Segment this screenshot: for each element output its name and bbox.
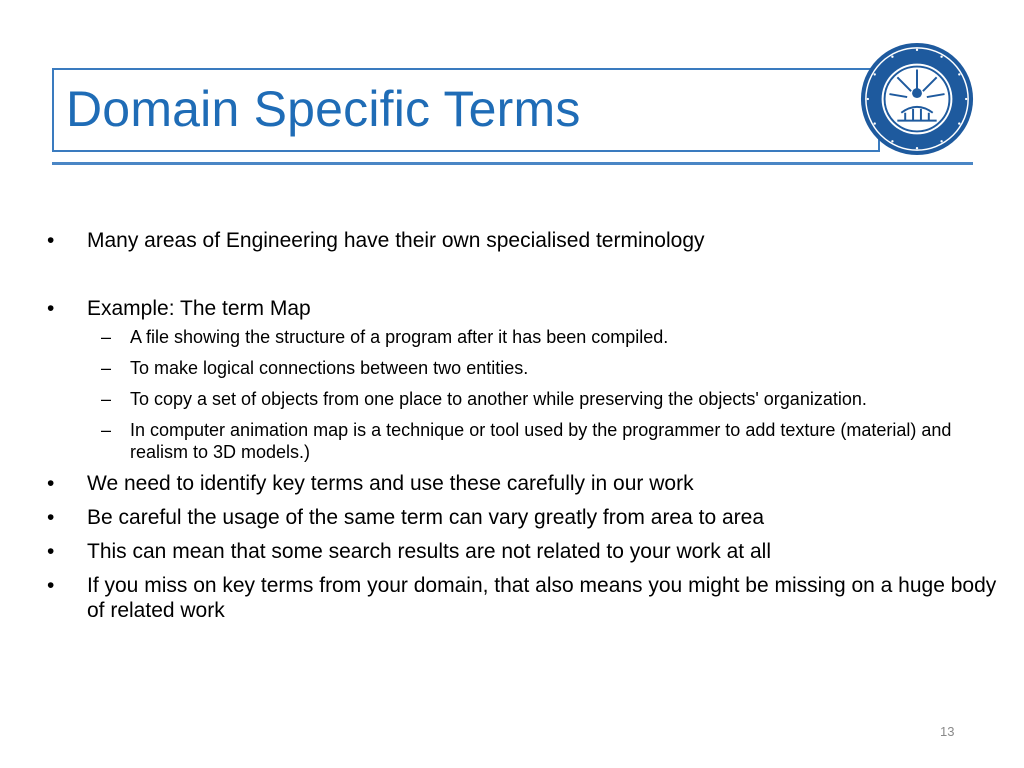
- sub-bullet-text: To copy a set of objects from one place to another while preserving the objects' organization.: [130, 389, 867, 409]
- slide-title: Domain Specific Terms: [66, 81, 581, 137]
- dash-marker: –: [101, 358, 112, 378]
- bullet-text: We need to identify key terms and use these carefully in our work: [87, 472, 694, 495]
- bullet-marker: •: [47, 506, 55, 529]
- bullet-item: [44, 573, 1004, 623]
- sub-bullet-text: To make logical connections between two entities.: [130, 358, 529, 378]
- bullet-text: Example: The term Map: [87, 297, 311, 320]
- sub-bullet-text: A file showing the structure of a program after it has been compiled.: [130, 327, 669, 347]
- bullet-marker: •: [47, 472, 55, 495]
- sub-bullet-item: [44, 357, 1004, 379]
- bullet-marker: •: [47, 297, 55, 320]
- bullet-marker: •: [47, 229, 55, 252]
- dash-marker: –: [101, 327, 112, 347]
- dash-marker: –: [101, 420, 112, 440]
- dash-marker: –: [101, 389, 112, 409]
- bullet-item: [44, 471, 1004, 496]
- bullet-marker: •: [47, 574, 55, 597]
- bullet-text: Be careful the usage of the same term can vary greatly from area to area: [87, 506, 765, 529]
- title-underline: [52, 162, 973, 165]
- title-box: [52, 68, 880, 152]
- bullet-list: [44, 228, 1004, 623]
- university-seal-logo: [858, 40, 976, 158]
- bullet-item: [44, 539, 1004, 564]
- page-number: 13: [940, 724, 955, 739]
- bullet-text: Many areas of Engineering have their own specialised terminology: [87, 229, 705, 252]
- bullet-text: This can mean that some search results are not related to your work at all: [87, 540, 771, 563]
- sub-bullet-item: [44, 326, 1004, 348]
- bullet-item: [44, 228, 1004, 253]
- bullet-item: [44, 296, 1004, 321]
- bullet-marker: •: [47, 540, 55, 563]
- sub-bullet-item: [44, 388, 1004, 410]
- bullet-item: [44, 505, 1004, 530]
- bullet-text: If you miss on key terms from your domain, that also means you might be missing on a huge body of related work: [87, 574, 997, 622]
- sub-bullet-text: In computer animation map is a technique or tool used by the programmer to add texture (material) and realism to 3D models.): [130, 420, 952, 462]
- sub-bullet-item: [44, 419, 1004, 463]
